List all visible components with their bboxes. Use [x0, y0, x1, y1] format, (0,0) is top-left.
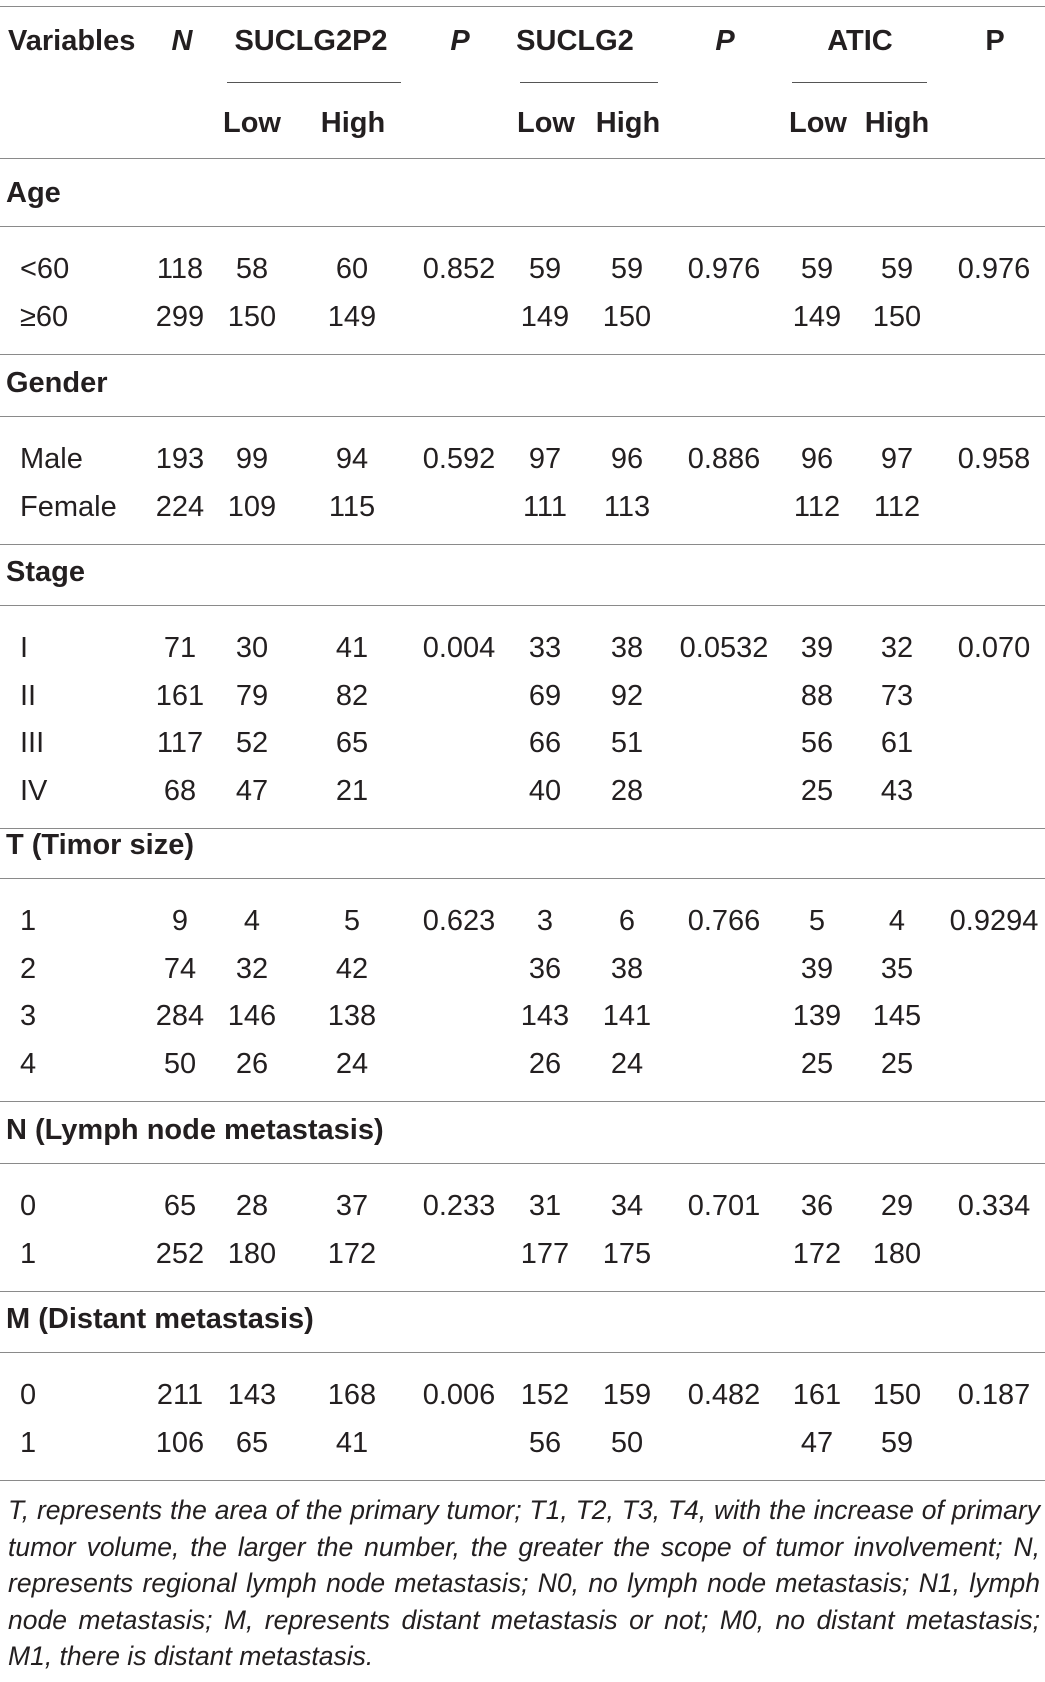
table-cell: 47 [800, 1426, 834, 1459]
row-label: 4 [20, 1047, 37, 1080]
cell-n: 284 [155, 1000, 205, 1032]
table-cell: 29 [880, 1190, 914, 1222]
table-cell: 180 [227, 1237, 277, 1270]
header-low: Low [789, 107, 847, 139]
table-cell: 36 [528, 952, 562, 985]
cell-n: 68 [163, 774, 197, 807]
table-cell: 59 [610, 253, 644, 285]
table-cell: 59 [800, 253, 834, 285]
header-high: High [595, 107, 661, 139]
table-cell: 21 [335, 774, 369, 807]
header-bottom-rule [0, 158, 1045, 159]
table-cell: 138 [327, 1000, 377, 1032]
table-cell: 109 [227, 490, 277, 523]
row-label: 3 [20, 1000, 37, 1032]
table-cell: 149 [792, 300, 842, 333]
table-cell: 42 [335, 952, 369, 985]
section-rule [0, 226, 1045, 227]
row-label: 2 [20, 952, 37, 985]
cell-n: 118 [156, 253, 204, 285]
table-cell: 0.0532 [679, 632, 769, 664]
table-cell: 143 [227, 1379, 277, 1411]
table-cell: 59 [880, 253, 914, 285]
table-cell: 168 [327, 1379, 377, 1411]
row-label: I [20, 632, 29, 664]
section-bottom-rule [0, 1291, 1045, 1292]
table-cell: 150 [872, 1379, 922, 1411]
header-gene-suclg2: SUCLG2 [516, 25, 634, 57]
section-title: Age [6, 177, 61, 209]
table-cell: 24 [610, 1047, 644, 1080]
section-bottom-rule [0, 1480, 1045, 1481]
table-cell: 38 [610, 952, 644, 985]
table-cell: 177 [520, 1237, 570, 1270]
row-label: ≥60 [20, 300, 69, 333]
section-title: Stage [6, 556, 85, 588]
table-cell: 99 [235, 443, 269, 475]
table-cell: 66 [528, 727, 562, 759]
row-label: III [20, 727, 45, 759]
table-cell: 161 [792, 1379, 842, 1411]
header-p-suclg2: P [715, 25, 735, 57]
header-gene-atic: ATIC [827, 25, 893, 57]
row-label: 0 [20, 1379, 37, 1411]
table-cell: 33 [528, 632, 562, 664]
section-rule [0, 1352, 1045, 1353]
table-cell: 36 [800, 1190, 834, 1222]
table-cell: 25 [800, 1047, 834, 1080]
table-cell: 35 [880, 952, 914, 985]
table-cell: 65 [335, 727, 369, 759]
top-rule [0, 6, 1045, 7]
header-variables: Variables [8, 25, 136, 57]
table-cell: 0.334 [957, 1190, 1031, 1222]
table-cell: 4 [243, 905, 261, 937]
table-cell: 32 [235, 952, 269, 985]
row-label: <60 [20, 253, 70, 285]
table-cell: 149 [327, 300, 377, 333]
table-cell: 94 [335, 443, 369, 475]
header-high: High [864, 107, 930, 139]
table-cell: 92 [610, 679, 644, 712]
section-title: T (Timor size) [6, 829, 194, 861]
cell-n: 161 [155, 679, 205, 712]
table-cell: 0.592 [422, 443, 496, 475]
table-cell: 0.852 [422, 253, 496, 285]
cell-n: 224 [155, 490, 205, 523]
cell-n: 50 [163, 1047, 197, 1080]
row-label: 1 [20, 905, 37, 937]
table-cell: 82 [335, 679, 369, 712]
table-cell: 112 [873, 490, 921, 523]
table-cell: 111 [522, 490, 568, 523]
table-cell: 172 [327, 1237, 377, 1270]
span-rule-suclg2 [520, 82, 658, 83]
table-cell: 5 [808, 905, 826, 937]
table-cell: 0.766 [687, 905, 761, 937]
table-cell: 97 [528, 443, 562, 475]
table-cell: 96 [610, 443, 644, 475]
table-cell: 139 [792, 1000, 842, 1032]
table-cell: 0.9294 [949, 905, 1039, 937]
cell-n: 71 [163, 632, 197, 664]
table-cell: 0.070 [957, 632, 1031, 664]
table-cell: 150 [602, 300, 652, 333]
row-label: Female [20, 490, 117, 523]
row-label: Male [20, 443, 83, 475]
table-cell: 0.233 [422, 1190, 496, 1222]
section-rule [0, 416, 1045, 417]
table-cell: 6 [618, 905, 636, 937]
table-cell: 30 [235, 632, 269, 664]
cell-n: 74 [163, 952, 197, 985]
section-rule [0, 605, 1045, 606]
cell-n: 9 [171, 905, 189, 937]
table-cell: 0.623 [422, 905, 496, 937]
header-p-suclg2p2: P [450, 25, 470, 57]
section-title: Gender [6, 367, 108, 399]
table-cell: 56 [528, 1426, 562, 1459]
span-rule-atic [792, 82, 927, 83]
table-cell: 150 [227, 300, 277, 333]
header-gene-suclg2p2: SUCLG2P2 [234, 25, 388, 57]
table-cell: 69 [528, 679, 562, 712]
cell-n: 299 [155, 300, 205, 333]
table-cell: 4 [888, 905, 906, 937]
table-cell: 73 [880, 679, 914, 712]
table-cell: 32 [880, 632, 914, 664]
span-rule-suclg2p2 [227, 82, 401, 83]
table-cell: 149 [520, 300, 570, 333]
table-cell: 145 [872, 1000, 922, 1032]
table-cell: 59 [880, 1426, 914, 1459]
table-cell: 79 [235, 679, 269, 712]
table-cell: 0.976 [957, 253, 1031, 285]
table-cell: 150 [872, 300, 922, 333]
table-cell: 88 [800, 679, 834, 712]
table-cell: 113 [603, 490, 651, 523]
table-cell: 143 [520, 1000, 570, 1032]
table-cell: 56 [800, 727, 834, 759]
header-low: Low [223, 107, 281, 139]
table-cell: 41 [335, 632, 369, 664]
table-cell: 47 [235, 774, 269, 807]
table-cell: 0.701 [687, 1190, 761, 1222]
table-cell: 51 [610, 727, 644, 759]
table-cell: 34 [610, 1190, 644, 1222]
table-cell: 0.886 [687, 443, 761, 475]
cell-n: 211 [156, 1379, 204, 1411]
cell-n: 193 [155, 443, 205, 475]
table-cell: 180 [872, 1237, 922, 1270]
row-label: II [20, 679, 37, 712]
table-cell: 146 [227, 1000, 277, 1032]
row-label: IV [20, 774, 48, 807]
table-cell: 175 [602, 1237, 652, 1270]
table-cell: 0.976 [687, 253, 761, 285]
table-cell: 28 [610, 774, 644, 807]
table-cell: 25 [800, 774, 834, 807]
row-label: 0 [20, 1190, 37, 1222]
section-rule [0, 878, 1045, 879]
table-cell: 0.482 [687, 1379, 761, 1411]
table-cell: 0.006 [422, 1379, 496, 1411]
table-cell: 61 [880, 727, 914, 759]
table-cell: 50 [610, 1426, 644, 1459]
table-cell: 172 [792, 1237, 842, 1270]
table-cell: 159 [602, 1379, 652, 1411]
table-cell: 41 [335, 1426, 369, 1459]
table-cell: 60 [335, 253, 369, 285]
table-cell: 141 [602, 1000, 652, 1032]
cell-n: 252 [155, 1237, 205, 1270]
section-title: N (Lymph node metastasis) [6, 1114, 384, 1146]
table-cell: 0.004 [422, 632, 496, 664]
header-low: Low [517, 107, 575, 139]
section-title: M (Distant metastasis) [6, 1303, 314, 1335]
table-cell: 40 [528, 774, 562, 807]
cell-n: 65 [163, 1190, 197, 1222]
table-cell: 39 [800, 952, 834, 985]
table-cell: 59 [528, 253, 562, 285]
table-cell: 25 [880, 1047, 914, 1080]
table-cell: 97 [880, 443, 914, 475]
row-label: 1 [20, 1426, 37, 1459]
table-footnote: T, represents the area of the primary tumor; T1, T2, T3, T4, with the increase of primary tumor volume, the larger the number, the greater the scope of tumor involvement; N, represents regional lymph node metastasis; N0, no lymph node metastasis; N1, lymph node metastasis; M, represents distant metastasis or not; M0, no distant metastasis; M1, there is distant metastasis. [8, 1495, 1040, 1671]
table-cell: 26 [528, 1047, 562, 1080]
table-cell: 31 [528, 1190, 562, 1222]
table-cell: 28 [235, 1190, 269, 1222]
table-cell: 37 [335, 1190, 369, 1222]
header-p-atic: P [985, 25, 1005, 57]
table-cell: 152 [520, 1379, 570, 1411]
table-cell: 58 [235, 253, 269, 285]
row-label: 1 [20, 1237, 37, 1270]
cell-n: 117 [156, 727, 204, 759]
table-cell: 52 [235, 727, 269, 759]
cell-n: 106 [155, 1426, 205, 1459]
section-bottom-rule [0, 544, 1045, 545]
section-bottom-rule [0, 1101, 1045, 1102]
table-cell: 5 [343, 905, 361, 937]
table-cell: 112 [793, 490, 841, 523]
table-cell: 3 [536, 905, 554, 937]
table-cell: 26 [235, 1047, 269, 1080]
header-n: N [171, 25, 193, 57]
table-cell: 24 [335, 1047, 369, 1080]
table-cell: 38 [610, 632, 644, 664]
table-cell: 43 [880, 774, 914, 807]
table-cell: 96 [800, 443, 834, 475]
table-cell: 65 [235, 1426, 269, 1459]
table-cell: 0.958 [957, 443, 1031, 475]
table-cell: 0.187 [957, 1379, 1031, 1411]
header-high: High [320, 107, 386, 139]
section-rule [0, 1163, 1045, 1164]
section-bottom-rule [0, 354, 1045, 355]
table-cell: 115 [328, 490, 376, 523]
table-cell: 39 [800, 632, 834, 664]
